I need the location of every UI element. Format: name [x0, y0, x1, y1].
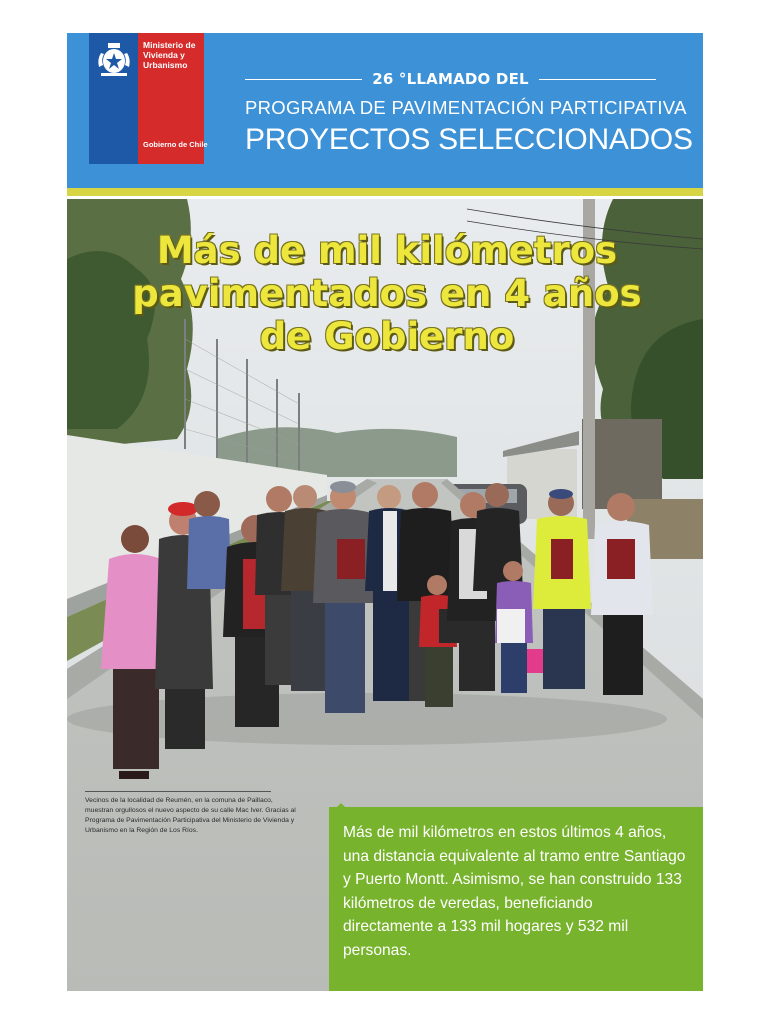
ministry-line-3: Urbanismo — [143, 60, 188, 70]
government-label: Gobierno de Chile — [143, 140, 208, 149]
ministry-line-2: Vivienda y — [143, 50, 185, 60]
header-banner — [67, 33, 703, 188]
highlight-box — [329, 807, 703, 991]
projects-title: PROYECTOS SELECCIONADOS — [245, 123, 693, 156]
highlight-text: Más de mil kilómetros en estos últimos 4 años, una distancia equivalente al tramo entre Santiago y Puerto Montt. Asimismo, se han construido 133 kilómetros de veredas, beneficiando directamente a 133 mil hogares y 532 mil personas. — [343, 824, 686, 959]
brochure-page — [67, 33, 703, 991]
headline-line-3: de Gobierno — [259, 315, 515, 358]
photo-headline — [107, 229, 667, 358]
ministry-name — [143, 40, 203, 70]
llamado-row — [245, 69, 656, 89]
llamado-title: 26 °LLAMADO DEL — [372, 70, 529, 88]
ministry-line-1: Ministerio de — [143, 40, 196, 50]
yellow-divider — [67, 188, 703, 196]
headline-line-2: pavimentados en 4 años — [132, 272, 642, 315]
group-photo — [67, 199, 703, 991]
left-rule — [245, 79, 362, 80]
headline-line-1: Más de mil kilómetros — [156, 229, 618, 272]
ministry-logo — [89, 33, 208, 164]
coat-of-arms-icon — [93, 39, 135, 79]
photo-caption: Vecinos de la localidad de Reumén, en la comuna de Paillaco, muestran orgullosos el nuevo aspecto de su calle Mac Iver. Gracias al Programa de Pavimentación Participativa del Ministerio de Vivienda y Urbanismo en la Región de Los Ríos. — [85, 797, 296, 834]
right-rule — [539, 79, 656, 80]
program-title: PROGRAMA DE PAVIMENTACIÓN PARTICIPATIVA — [245, 97, 687, 118]
caption-rule — [85, 791, 271, 792]
